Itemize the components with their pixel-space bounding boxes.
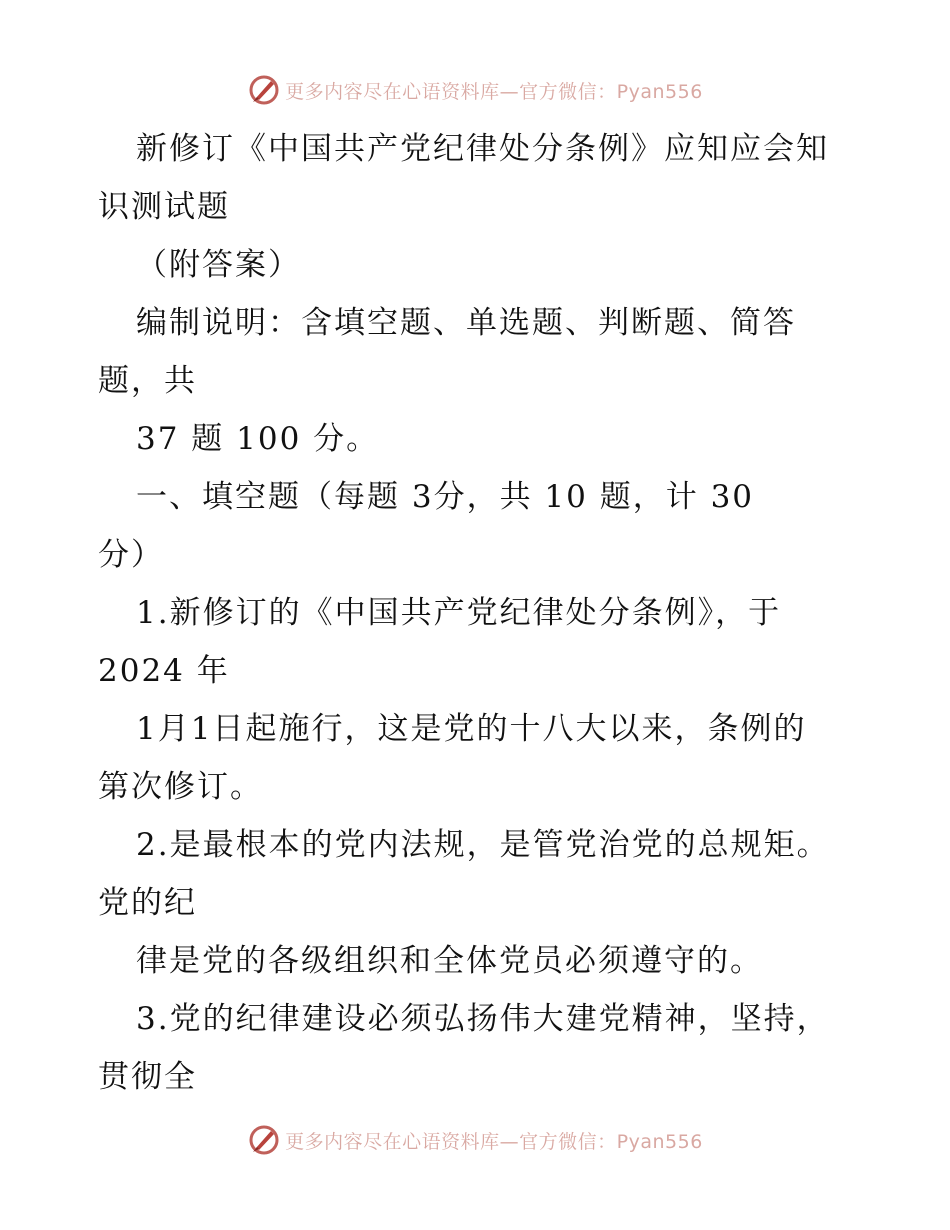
question-1-line-2: 2024 年	[98, 653, 230, 689]
quill-pen-logo-icon	[247, 1123, 281, 1157]
watermark-text: 更多内容尽在心语资料库—官方微信：Pyan556	[285, 1130, 703, 1153]
footer-watermark	[0, 1120, 950, 1160]
question-1-line-1: 1.新修订的《中国共产党纪律处分条例》，于	[136, 595, 782, 631]
section-heading-line-1: 一、填空题（每题 3分，共 10 题，计 30	[136, 479, 755, 515]
watermark-text: 更多内容尽在心语资料库—官方微信：Pyan556	[285, 80, 703, 103]
question-1-line-3: 1月1日起施行，这是党的十八大以来，条例的	[136, 711, 807, 747]
question-2-line-1: 2.是最根本的党内法规，是管党治党的总规矩。	[136, 827, 830, 863]
question-1-line-4: 第次修订。	[98, 769, 263, 805]
header-watermark	[0, 70, 950, 110]
subtitle: （附答案）	[136, 247, 301, 283]
description-line-1: 编制说明：含填空题、单选题、判断题、简答	[136, 305, 796, 341]
title-line-1: 新修订《中国共产党纪律处分条例》应知应会知	[136, 131, 829, 167]
quill-pen-logo-icon	[247, 73, 281, 107]
question-2-line-3: 律是党的各级组织和全体党员必须遵守的。	[136, 943, 763, 979]
question-2-line-2: 党的纪	[98, 885, 197, 921]
question-3-line-1: 3.党的纪律建设必须弘扬伟大建党精神，坚持，	[136, 1001, 830, 1037]
document-body	[98, 120, 858, 1106]
description-line-2: 题，共	[98, 363, 197, 399]
question-3-line-2: 贯彻全	[98, 1059, 197, 1095]
section-heading-line-2: 分）	[98, 537, 164, 573]
title-line-2: 识测试题	[98, 189, 230, 225]
description-line-3: 37 题 100 分。	[136, 421, 380, 457]
